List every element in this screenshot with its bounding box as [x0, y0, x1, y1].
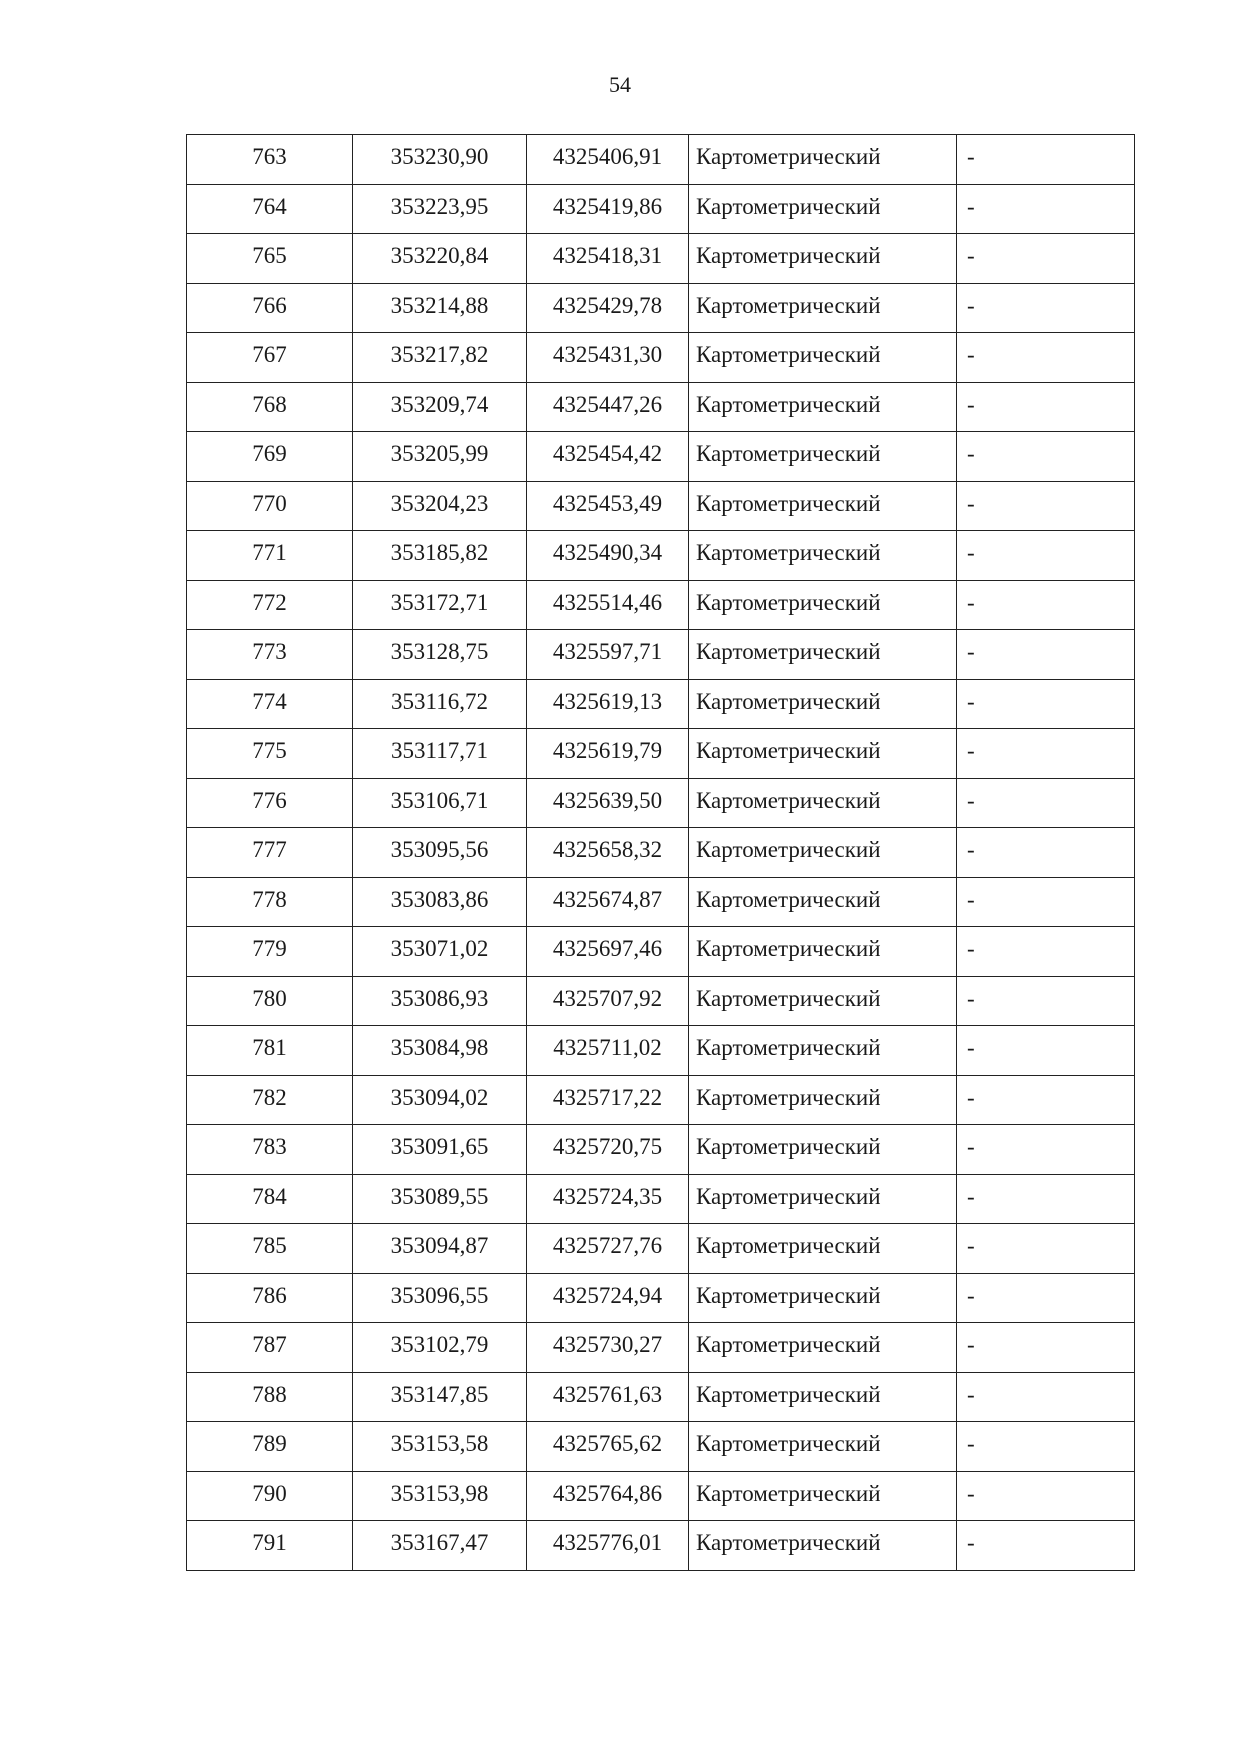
point-number-cell: 788 [187, 1372, 353, 1422]
method-cell: Картометрический [689, 927, 957, 977]
x-coordinate-cell: 353071,02 [353, 927, 527, 977]
y-coordinate-cell: 4325658,32 [527, 828, 689, 878]
point-number-cell: 771 [187, 531, 353, 581]
note-cell: - [957, 1224, 1135, 1274]
y-coordinate-cell: 4325765,62 [527, 1422, 689, 1472]
y-coordinate-cell: 4325707,92 [527, 976, 689, 1026]
method-cell: Картометрический [689, 1273, 957, 1323]
y-coordinate-cell: 4325447,26 [527, 382, 689, 432]
table-row [187, 1422, 1135, 1472]
table-row [187, 1521, 1135, 1571]
note-cell: - [957, 1372, 1135, 1422]
method-cell: Картометрический [689, 1224, 957, 1274]
point-number-cell: 776 [187, 778, 353, 828]
note-cell: - [957, 679, 1135, 729]
method-cell: Картометрический [689, 135, 957, 185]
table-row [187, 828, 1135, 878]
method-cell: Картометрический [689, 1521, 957, 1571]
method-cell: Картометрический [689, 184, 957, 234]
table-row [187, 778, 1135, 828]
y-coordinate-cell: 4325720,75 [527, 1125, 689, 1175]
y-coordinate-cell: 4325776,01 [527, 1521, 689, 1571]
method-cell: Картометрический [689, 333, 957, 383]
y-coordinate-cell: 4325453,49 [527, 481, 689, 531]
method-cell: Картометрический [689, 729, 957, 779]
table-row [187, 1323, 1135, 1373]
table-row [187, 382, 1135, 432]
note-cell: - [957, 1174, 1135, 1224]
y-coordinate-cell: 4325597,71 [527, 630, 689, 680]
table-row [187, 333, 1135, 383]
point-number-cell: 766 [187, 283, 353, 333]
table-row [187, 283, 1135, 333]
y-coordinate-cell: 4325724,35 [527, 1174, 689, 1224]
point-number-cell: 774 [187, 679, 353, 729]
x-coordinate-cell: 353220,84 [353, 234, 527, 284]
x-coordinate-cell: 353084,98 [353, 1026, 527, 1076]
table-row [187, 184, 1135, 234]
x-coordinate-cell: 353209,74 [353, 382, 527, 432]
point-number-cell: 768 [187, 382, 353, 432]
table-row [187, 531, 1135, 581]
point-number-cell: 777 [187, 828, 353, 878]
table-row [187, 729, 1135, 779]
y-coordinate-cell: 4325418,31 [527, 234, 689, 284]
x-coordinate-cell: 353117,71 [353, 729, 527, 779]
x-coordinate-cell: 353094,02 [353, 1075, 527, 1125]
method-cell: Картометрический [689, 1125, 957, 1175]
table-row [187, 1372, 1135, 1422]
x-coordinate-cell: 353147,85 [353, 1372, 527, 1422]
note-cell: - [957, 927, 1135, 977]
method-cell: Картометрический [689, 432, 957, 482]
method-cell: Картометрический [689, 580, 957, 630]
method-cell: Картометрический [689, 1422, 957, 1472]
note-cell: - [957, 333, 1135, 383]
method-cell: Картометрический [689, 1471, 957, 1521]
y-coordinate-cell: 4325717,22 [527, 1075, 689, 1125]
table-row [187, 432, 1135, 482]
method-cell: Картометрический [689, 234, 957, 284]
x-coordinate-cell: 353096,55 [353, 1273, 527, 1323]
x-coordinate-cell: 353094,87 [353, 1224, 527, 1274]
note-cell: - [957, 481, 1135, 531]
x-coordinate-cell: 353223,95 [353, 184, 527, 234]
point-number-cell: 764 [187, 184, 353, 234]
note-cell: - [957, 877, 1135, 927]
table-row [187, 1075, 1135, 1125]
table-row [187, 976, 1135, 1026]
y-coordinate-cell: 4325764,86 [527, 1471, 689, 1521]
y-coordinate-cell: 4325454,42 [527, 432, 689, 482]
note-cell: - [957, 976, 1135, 1026]
point-number-cell: 765 [187, 234, 353, 284]
table-row [187, 1224, 1135, 1274]
x-coordinate-cell: 353205,99 [353, 432, 527, 482]
y-coordinate-cell: 4325761,63 [527, 1372, 689, 1422]
method-cell: Картометрический [689, 679, 957, 729]
y-coordinate-cell: 4325619,13 [527, 679, 689, 729]
note-cell: - [957, 1471, 1135, 1521]
table-row [187, 1174, 1135, 1224]
page-number: 54 [609, 72, 631, 97]
point-number-cell: 773 [187, 630, 353, 680]
method-cell: Картометрический [689, 382, 957, 432]
x-coordinate-cell: 353086,93 [353, 976, 527, 1026]
note-cell: - [957, 234, 1135, 284]
y-coordinate-cell: 4325429,78 [527, 283, 689, 333]
table-row [187, 877, 1135, 927]
note-cell: - [957, 1422, 1135, 1472]
point-number-cell: 763 [187, 135, 353, 185]
method-cell: Картометрический [689, 531, 957, 581]
table-row [187, 580, 1135, 630]
y-coordinate-cell: 4325619,79 [527, 729, 689, 779]
x-coordinate-cell: 353153,98 [353, 1471, 527, 1521]
point-number-cell: 767 [187, 333, 353, 383]
table-row [187, 630, 1135, 680]
table-row [187, 135, 1135, 185]
method-cell: Картометрический [689, 481, 957, 531]
note-cell: - [957, 1323, 1135, 1373]
y-coordinate-cell: 4325639,50 [527, 778, 689, 828]
y-coordinate-cell: 4325727,76 [527, 1224, 689, 1274]
y-coordinate-cell: 4325724,94 [527, 1273, 689, 1323]
table-row [187, 481, 1135, 531]
point-number-cell: 770 [187, 481, 353, 531]
method-cell: Картометрический [689, 778, 957, 828]
table-row [187, 927, 1135, 977]
method-cell: Картометрический [689, 828, 957, 878]
point-number-cell: 786 [187, 1273, 353, 1323]
table-row [187, 1471, 1135, 1521]
x-coordinate-cell: 353128,75 [353, 630, 527, 680]
method-cell: Картометрический [689, 1026, 957, 1076]
note-cell: - [957, 1125, 1135, 1175]
x-coordinate-cell: 353095,56 [353, 828, 527, 878]
point-number-cell: 784 [187, 1174, 353, 1224]
method-cell: Картометрический [689, 1323, 957, 1373]
y-coordinate-cell: 4325730,27 [527, 1323, 689, 1373]
note-cell: - [957, 778, 1135, 828]
point-number-cell: 781 [187, 1026, 353, 1076]
point-number-cell: 779 [187, 927, 353, 977]
note-cell: - [957, 283, 1135, 333]
y-coordinate-cell: 4325697,46 [527, 927, 689, 977]
method-cell: Картометрический [689, 976, 957, 1026]
point-number-cell: 769 [187, 432, 353, 482]
y-coordinate-cell: 4325406,91 [527, 135, 689, 185]
point-number-cell: 782 [187, 1075, 353, 1125]
point-number-cell: 785 [187, 1224, 353, 1274]
point-number-cell: 778 [187, 877, 353, 927]
point-number-cell: 791 [187, 1521, 353, 1571]
x-coordinate-cell: 353185,82 [353, 531, 527, 581]
x-coordinate-cell: 353217,82 [353, 333, 527, 383]
note-cell: - [957, 184, 1135, 234]
note-cell: - [957, 135, 1135, 185]
method-cell: Картометрический [689, 877, 957, 927]
x-coordinate-cell: 353089,55 [353, 1174, 527, 1224]
x-coordinate-cell: 353167,47 [353, 1521, 527, 1571]
note-cell: - [957, 580, 1135, 630]
x-coordinate-cell: 353153,58 [353, 1422, 527, 1472]
y-coordinate-cell: 4325490,34 [527, 531, 689, 581]
y-coordinate-cell: 4325419,86 [527, 184, 689, 234]
x-coordinate-cell: 353116,72 [353, 679, 527, 729]
point-number-cell: 775 [187, 729, 353, 779]
y-coordinate-cell: 4325674,87 [527, 877, 689, 927]
note-cell: - [957, 1075, 1135, 1125]
method-cell: Картометрический [689, 283, 957, 333]
point-number-cell: 787 [187, 1323, 353, 1373]
note-cell: - [957, 630, 1135, 680]
y-coordinate-cell: 4325711,02 [527, 1026, 689, 1076]
note-cell: - [957, 432, 1135, 482]
note-cell: - [957, 1521, 1135, 1571]
x-coordinate-cell: 353106,71 [353, 778, 527, 828]
note-cell: - [957, 531, 1135, 581]
point-number-cell: 783 [187, 1125, 353, 1175]
table-row [187, 679, 1135, 729]
y-coordinate-cell: 4325431,30 [527, 333, 689, 383]
method-cell: Картометрический [689, 1372, 957, 1422]
coordinates-table [186, 134, 1135, 1571]
table-row [187, 234, 1135, 284]
x-coordinate-cell: 353204,23 [353, 481, 527, 531]
point-number-cell: 780 [187, 976, 353, 1026]
x-coordinate-cell: 353102,79 [353, 1323, 527, 1373]
note-cell: - [957, 382, 1135, 432]
table-row [187, 1273, 1135, 1323]
x-coordinate-cell: 353172,71 [353, 580, 527, 630]
x-coordinate-cell: 353083,86 [353, 877, 527, 927]
x-coordinate-cell: 353214,88 [353, 283, 527, 333]
note-cell: - [957, 828, 1135, 878]
table-row [187, 1125, 1135, 1175]
note-cell: - [957, 1273, 1135, 1323]
point-number-cell: 772 [187, 580, 353, 630]
point-number-cell: 789 [187, 1422, 353, 1472]
note-cell: - [957, 729, 1135, 779]
method-cell: Картометрический [689, 1075, 957, 1125]
point-number-cell: 790 [187, 1471, 353, 1521]
note-cell: - [957, 1026, 1135, 1076]
x-coordinate-cell: 353230,90 [353, 135, 527, 185]
method-cell: Картометрический [689, 630, 957, 680]
y-coordinate-cell: 4325514,46 [527, 580, 689, 630]
table-row [187, 1026, 1135, 1076]
method-cell: Картометрический [689, 1174, 957, 1224]
coordinates-table-body [187, 135, 1135, 1571]
x-coordinate-cell: 353091,65 [353, 1125, 527, 1175]
